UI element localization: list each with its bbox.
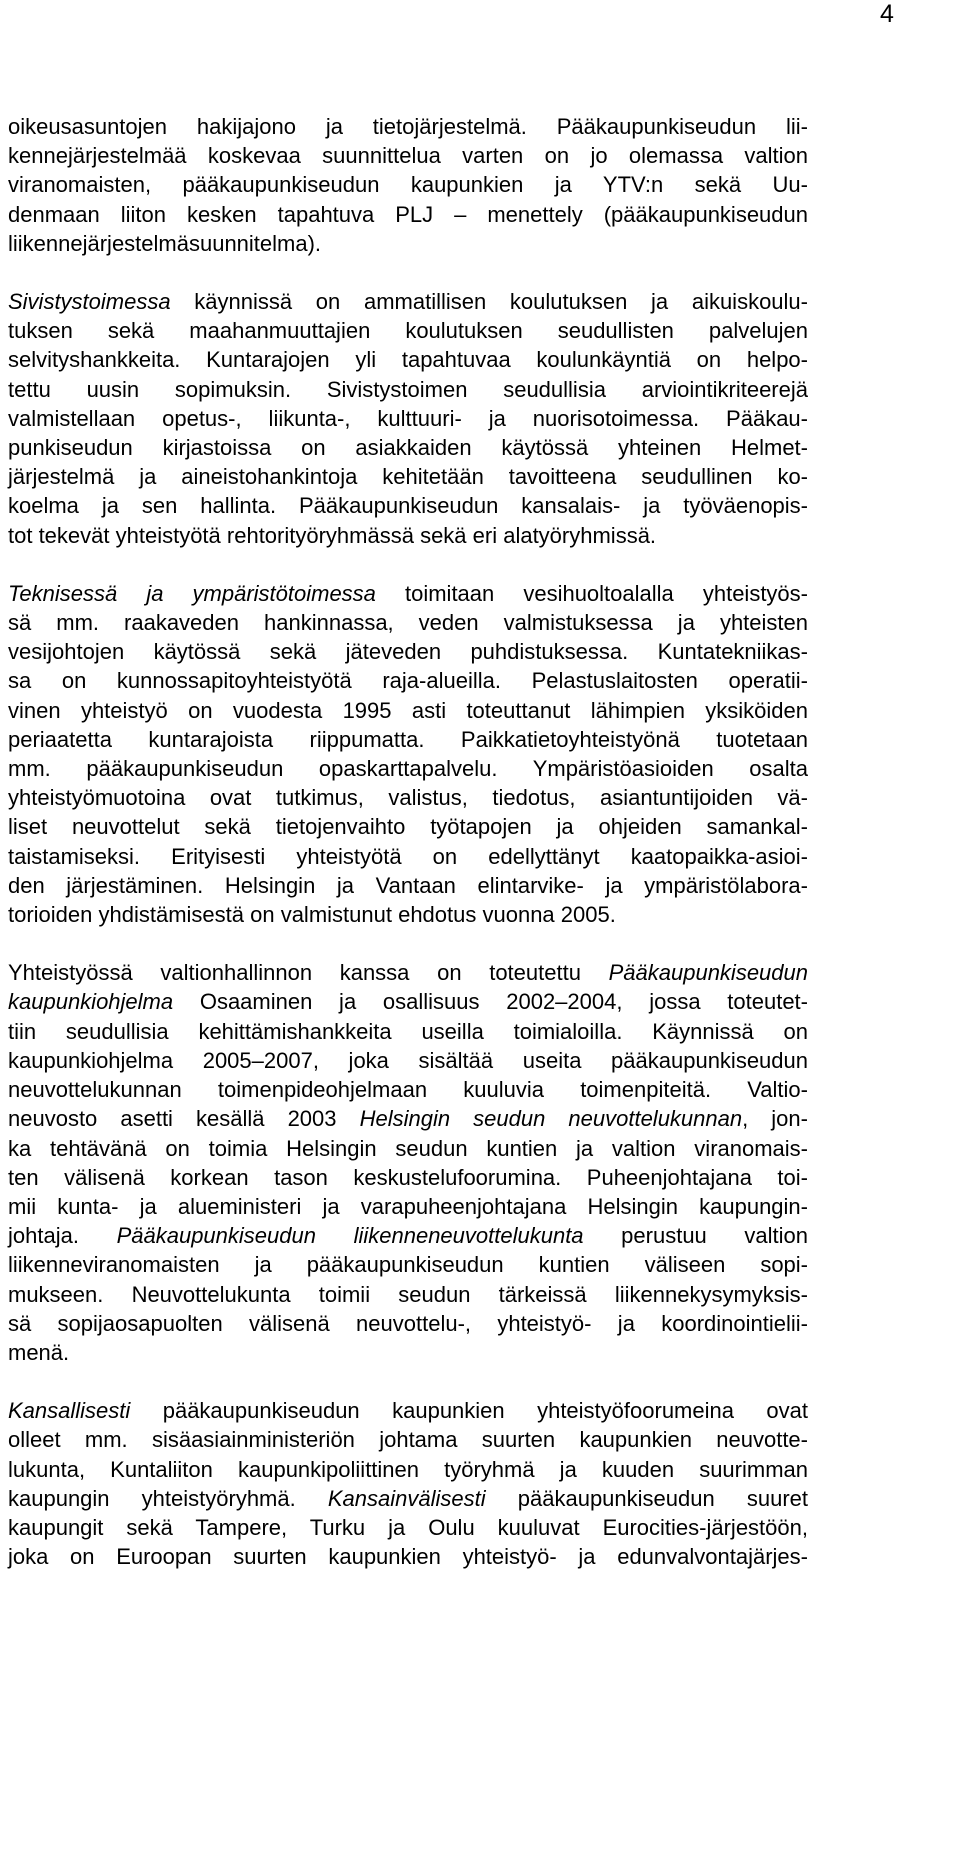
text-run: torioiden yhdistämisestä on valmistunut ehdotus vuonna 2005. xyxy=(8,902,616,928)
text-run: valmistellaan opetus-, liikunta-, kulttuuri- ja nuorisotoimessa. Pääkau- xyxy=(8,405,808,431)
text-run: pääkaupunkiseudun kaupunkien yhteistyöfoorumeina ovat xyxy=(130,1398,808,1424)
italic-term: kaupunkiohjelma xyxy=(8,989,174,1015)
text-run: pääkaupunkiseudun suuret xyxy=(485,1485,808,1511)
text-run: periaatetta kuntarajoista riippumatta. Paikkatietoyhteistyönä tuotetaan xyxy=(8,726,808,752)
text-run: liikennejärjestelmäsuunnitelma). xyxy=(8,230,322,256)
text-run: perustuu valtion xyxy=(583,1223,809,1249)
text-line xyxy=(8,1075,808,1104)
text-line xyxy=(8,1542,808,1571)
text-line xyxy=(8,579,808,608)
text-run: neuvosto asetti kesällä 2003 xyxy=(8,1106,360,1132)
text-run: johtaja. xyxy=(8,1223,117,1249)
text-line xyxy=(8,316,808,345)
text-line xyxy=(8,1513,808,1542)
text-line xyxy=(8,958,808,987)
text-line xyxy=(8,754,808,783)
text-line xyxy=(8,1163,808,1192)
text-line xyxy=(8,783,808,812)
text-line xyxy=(8,1104,808,1133)
text-line xyxy=(8,112,808,141)
text-line xyxy=(8,696,808,725)
text-run: mii kunta- ja alueministeri ja varapuheenjohtajana Helsingin kaupungin- xyxy=(8,1193,808,1219)
document-body xyxy=(8,112,808,1571)
text-line xyxy=(8,521,808,550)
text-line xyxy=(8,141,808,170)
text-run: ten välisenä korkean tason keskustelufoorumina. Puheenjohtajana toi- xyxy=(8,1164,808,1190)
text-line xyxy=(8,287,808,316)
text-run: selvityshankkeita. Kuntarajojen yli tapahtuvaa koulunkäyntiä on helpo- xyxy=(8,347,808,373)
text-line xyxy=(8,375,808,404)
text-run: mukseen. Neuvottelukunta toimii seudun tärkeissä liikennekysymyksis- xyxy=(8,1281,808,1307)
page-number: 4 xyxy=(880,0,894,28)
text-run: taistamiseksi. Erityisesti yhteistyötä on edellyttänyt kaatopaikka-asioi- xyxy=(8,843,808,869)
text-line xyxy=(8,666,808,695)
text-run: , jon- xyxy=(742,1106,808,1132)
text-line xyxy=(8,1134,808,1163)
text-line xyxy=(8,1396,808,1425)
text-line xyxy=(8,1280,808,1309)
italic-term: Kansallisesti xyxy=(8,1398,131,1424)
text-line xyxy=(8,987,808,1016)
text-line xyxy=(8,1309,808,1338)
text-line xyxy=(8,200,808,229)
text-line xyxy=(8,1455,808,1484)
text-run: joka on Euroopan suurten kaupunkien yhteistyö- ja edunvalvontajärjes- xyxy=(8,1544,808,1570)
text-run: Osaaminen ja osallisuus 2002–2004, jossa toteutet- xyxy=(173,989,808,1015)
text-line xyxy=(8,812,808,841)
text-run: viranomaisten, pääkaupunkiseudun kaupunkien ja YTV:n sekä Uu- xyxy=(8,172,808,198)
text-line xyxy=(8,1017,808,1046)
italic-term: Helsingin seudun neuvottelukunnan xyxy=(359,1106,743,1132)
text-line xyxy=(8,1046,808,1075)
text-line xyxy=(8,871,808,900)
text-run: kaupunkiohjelma 2005–2007, joka sisältää useita pääkaupunkiseudun xyxy=(8,1047,808,1073)
italic-term: Sivistystoimessa xyxy=(8,289,171,315)
text-run: olleet mm. sisäasiainministeriön johtama suurten kaupunkien neuvotte- xyxy=(8,1427,808,1453)
text-run: tettu uusin sopimuksin. Sivistystoimen seudullisia arviointikriteerejä xyxy=(8,376,808,402)
text-line xyxy=(8,842,808,871)
text-line xyxy=(8,725,808,754)
text-line xyxy=(8,462,808,491)
text-run: sä sopijaosapuolten välisenä neuvottelu-, yhteistyö- ja koordinointielii- xyxy=(8,1310,808,1336)
text-run: sa on kunnossapitoyhteistyötä raja-alueilla. Pelastuslaitosten operatii- xyxy=(8,668,808,694)
text-line xyxy=(8,1221,808,1250)
text-run: menä. xyxy=(8,1339,70,1365)
text-run: kaupungit sekä Tampere, Turku ja Oulu kuuluvat Eurocities-järjestöön, xyxy=(8,1514,808,1540)
text-line xyxy=(8,1484,808,1513)
paragraph xyxy=(8,958,808,1367)
text-line xyxy=(8,1338,808,1367)
text-line xyxy=(8,1192,808,1221)
text-run: ka tehtävänä on toimia Helsingin seudun kuntien ja valtion viranomais- xyxy=(8,1135,808,1161)
text-line xyxy=(8,170,808,199)
paragraph xyxy=(8,579,808,929)
text-run: denmaan liiton kesken tapahtuva PLJ – menettely (pääkaupunkiseudun xyxy=(8,201,808,227)
text-line xyxy=(8,229,808,258)
text-run: kaupungin yhteistyöryhmä. xyxy=(8,1485,328,1511)
text-run: toimitaan vesihuoltoalalla yhteistyös- xyxy=(375,580,808,606)
paragraph xyxy=(8,287,808,550)
text-run: vesijohtojen käytössä sekä jäteveden puhdistuksessa. Kuntatekniikas- xyxy=(8,639,808,665)
italic-term: Kansainvälisesti xyxy=(327,1485,486,1511)
italic-term: Pääkaupunkiseudun liikenneneuvottelukunta xyxy=(116,1223,584,1249)
text-line xyxy=(8,608,808,637)
paragraph xyxy=(8,112,808,258)
italic-term: Pääkaupunkiseudun xyxy=(608,960,808,986)
text-run: sä mm. raakaveden hankinnassa, veden valmistuksessa ja yhteisten xyxy=(8,610,808,636)
paragraph xyxy=(8,1396,808,1571)
text-run: den järjestäminen. Helsingin ja Vantaan elintarvike- ja ympäristölabora- xyxy=(8,872,808,898)
text-run: liikenneviranomaisten ja pääkaupunkiseudun kuntien väliseen sopi- xyxy=(8,1252,808,1278)
text-run: tuksen sekä maahanmuuttajien koulutuksen seudullisten palvelujen xyxy=(8,318,808,344)
text-line xyxy=(8,1425,808,1454)
text-run: tiin seudullisia kehittämishankkeita useilla toimialoilla. Käynnissä on xyxy=(8,1018,808,1044)
text-line xyxy=(8,433,808,462)
text-line xyxy=(8,345,808,374)
text-line xyxy=(8,900,808,929)
text-run: käynnissä on ammatillisen koulutuksen ja aikuiskoulu- xyxy=(170,289,808,315)
text-run: neuvottelukunnan toimenpideohjelmaan kuuluvia toimenpiteitä. Valtio- xyxy=(8,1077,808,1103)
text-run: järjestelmä ja aineistohankintoja kehitetään tavoitteena seudullinen ko- xyxy=(8,464,808,490)
text-run: tot tekevät yhteistyötä rehtorityöryhmässä sekä eri alatyöryhmissä. xyxy=(8,522,657,548)
text-run: Yhteistyössä valtionhallinnon kanssa on toteutettu xyxy=(8,960,609,986)
text-run: punkiseudun kirjastoissa on asiakkaiden käytössä yhteinen Helmet- xyxy=(8,435,808,461)
text-run: mm. pääkaupunkiseudun opaskarttapalvelu. Ympäristöasioiden osalta xyxy=(8,756,808,782)
text-line xyxy=(8,491,808,520)
italic-term: Teknisessä ja ympäristötoimessa xyxy=(8,580,376,606)
text-line xyxy=(8,1250,808,1279)
text-run: koelma ja sen hallinta. Pääkaupunkiseudun kansalais- ja työväenopis- xyxy=(8,493,808,519)
text-run: kennejärjestelmää koskevaa suunnittelua varten on jo olemassa valtion xyxy=(8,143,808,169)
text-line xyxy=(8,404,808,433)
text-run: vinen yhteistyö on vuodesta 1995 asti toteuttanut lähimpien yksiköiden xyxy=(8,697,808,723)
text-run: oikeusasuntojen hakijajono ja tietojärjestelmä. Pääkaupunkiseudun lii- xyxy=(8,114,808,139)
text-line xyxy=(8,637,808,666)
text-run: yhteistyömuotoina ovat tutkimus, valistus, tiedotus, asiantuntijoiden vä- xyxy=(8,785,808,811)
text-run: lukunta, Kuntaliiton kaupunkipoliittinen työryhmä ja kuuden suurimman xyxy=(8,1456,808,1482)
text-run: liset neuvottelut sekä tietojenvaihto työtapojen ja ohjeiden samankal- xyxy=(8,814,808,840)
